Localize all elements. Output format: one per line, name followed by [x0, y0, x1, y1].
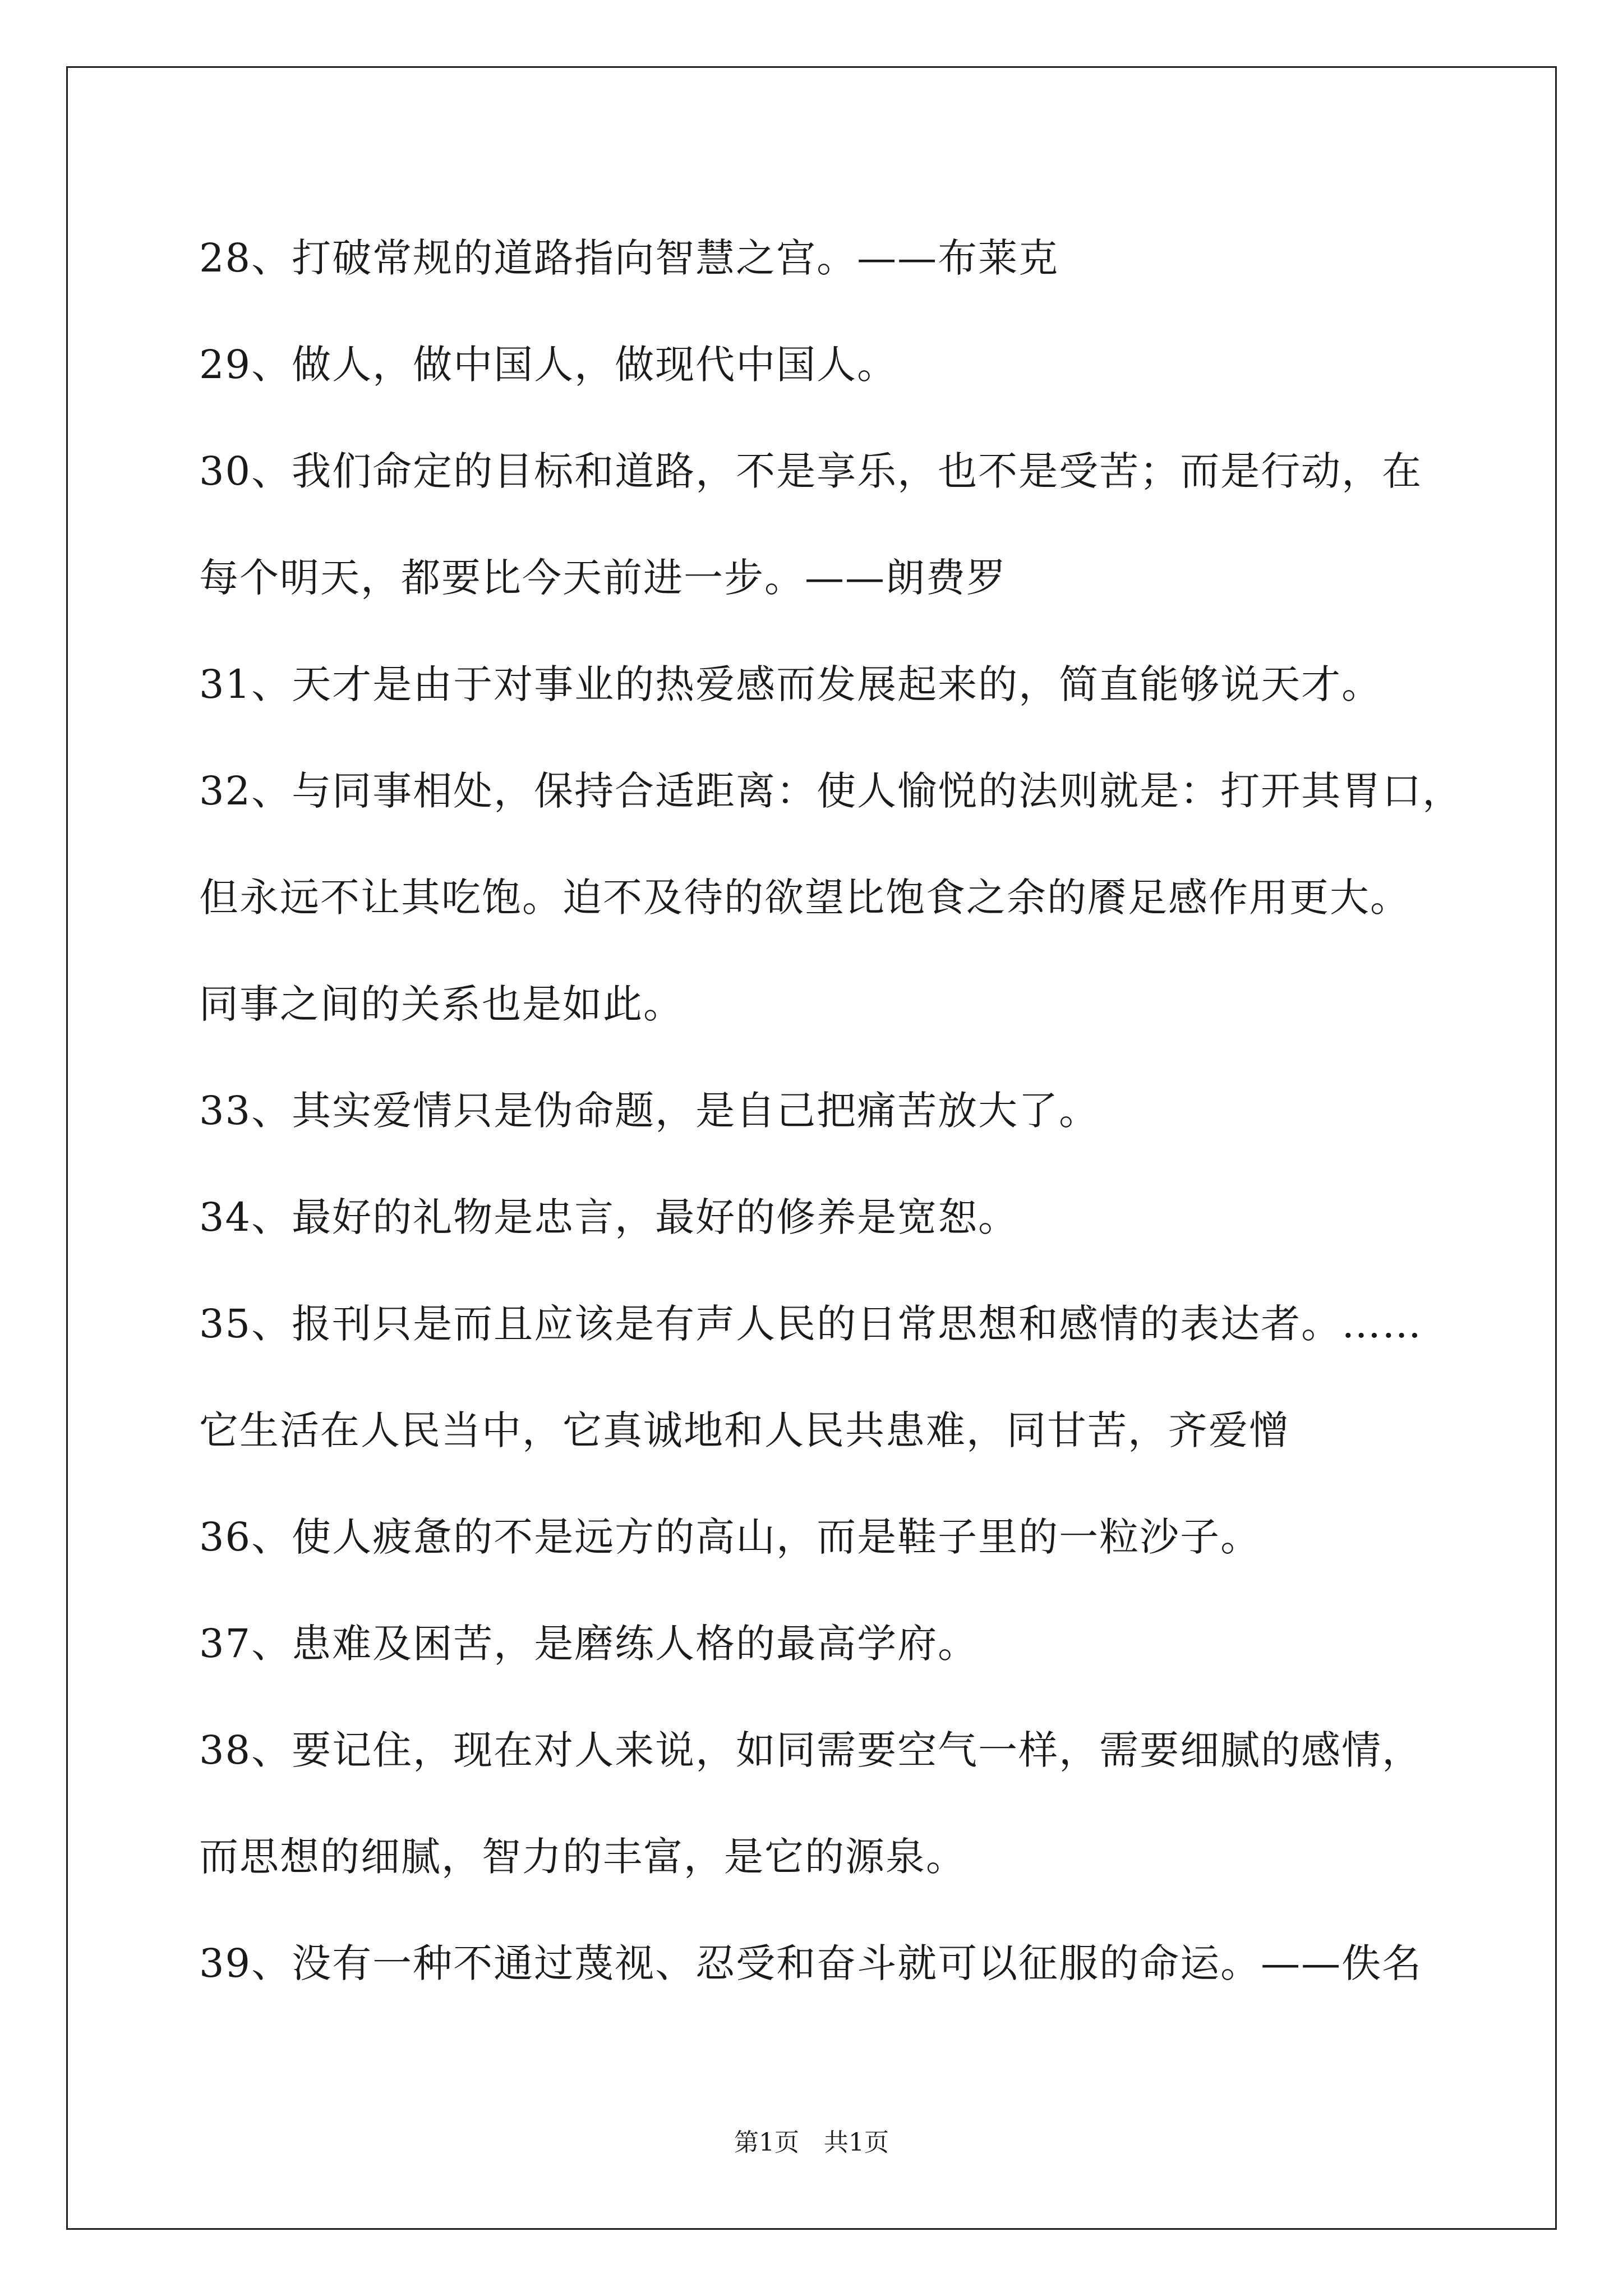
text-line-6: 32、与同事相处，保持合适距离：使人愉悦的法则就是：打开其胃口， [199, 768, 1463, 814]
text-line-17: 39、没有一种不通过蔑视、忍受和奋斗就可以征服的命运。——佚名 [199, 1940, 1423, 1986]
text-line-5: 31、天才是由于对事业的热爱感而发展起来的，简直能够说天才。 [199, 661, 1382, 707]
page-footer: 第1页 共1页 [734, 2128, 889, 2157]
text-line-1: 28、打破常规的道路指向智慧之宫。——布莱克 [199, 235, 1059, 281]
text-line-16: 而思想的细腻，智力的丰富，是它的源泉。 [199, 1834, 966, 1880]
text-line-10: 34、最好的礼物是忠言，最好的修养是宽恕。 [199, 1194, 1019, 1240]
text-line-8: 同事之间的关系也是如此。 [199, 981, 684, 1027]
text-line-3: 30、我们命定的目标和道路，不是享乐，也不是受苦；而是行动，在 [199, 448, 1423, 494]
text-line-15: 38、要记住，现在对人来说，如同需要空气一样，需要细腻的感情， [199, 1727, 1423, 1773]
text-line-4: 每个明天，都要比今天前进一步。——朗费罗 [199, 555, 1007, 601]
text-line-12: 它生活在人民当中，它真诚地和人民共患难，同甘苦，齐爱憎 [199, 1407, 1289, 1453]
text-line-11: 35、报刊只是而且应该是有声人民的日常思想和感情的表达者。…… [199, 1301, 1423, 1347]
text-line-14: 37、患难及困苦，是磨练人格的最高学府。 [199, 1621, 979, 1667]
text-line-13: 36、使人疲惫的不是远方的高山，而是鞋子里的一粒沙子。 [199, 1514, 1261, 1560]
text-line-7: 但永远不让其吃饱。迫不及待的欲望比饱食之余的餍足感作用更大。 [199, 875, 1410, 921]
text-line-2: 29、做人，做中国人，做现代中国人。 [199, 342, 898, 388]
text-line-9: 33、其实爱情只是伪命题，是自己把痛苦放大了。 [199, 1088, 1100, 1134]
